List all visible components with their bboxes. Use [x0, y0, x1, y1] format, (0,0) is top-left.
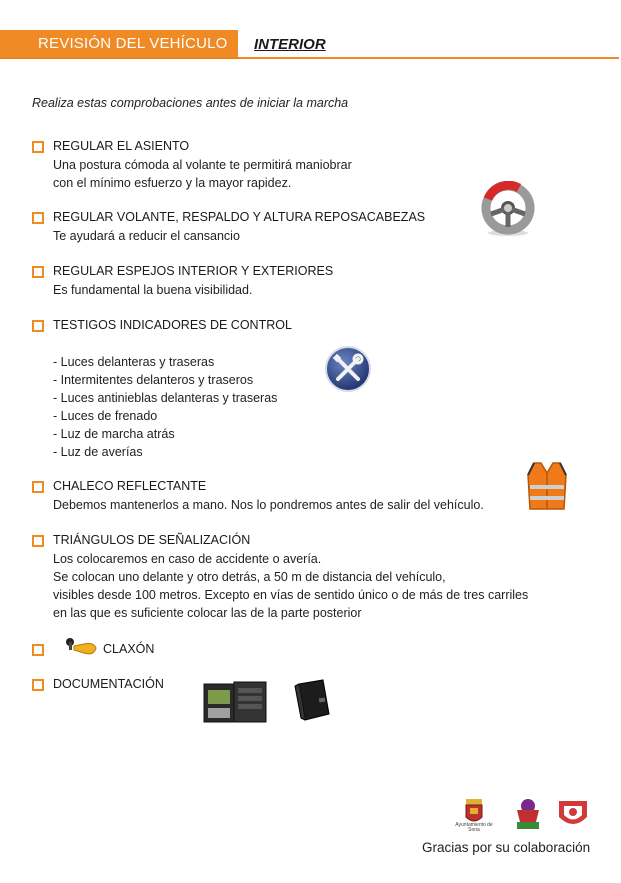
checkbox[interactable]	[32, 212, 44, 224]
wallet-icon	[202, 680, 268, 726]
police-badge-icon	[511, 796, 545, 832]
horn-icon	[64, 636, 98, 660]
description-line: - Luz de marcha atrás	[53, 427, 175, 441]
checkbox[interactable]	[32, 481, 44, 493]
item-title: DOCUMENTACIÓN	[53, 677, 164, 691]
description-line: Debemos mantenerlos a mano. Nos lo pondremos antes de salir del vehículo.	[53, 498, 484, 512]
description-line: - Intermitentes delanteros y traseros	[53, 373, 254, 387]
description-line: - Luces de frenado	[53, 409, 158, 423]
description-line: Te ayudará a reducir el cansancio	[53, 229, 240, 243]
checkbox[interactable]	[32, 141, 44, 153]
item-title: TESTIGOS INDICADORES DE CONTROL	[53, 318, 292, 332]
item-title: REGULAR VOLANTE, RESPALDO Y ALTURA REPOSACABEZAS	[53, 210, 426, 224]
logo-caption: Ayuntamiento de Soria	[455, 822, 493, 833]
item-title: REGULAR ESPEJOS INTERIOR Y EXTERIORES	[53, 264, 334, 278]
description-line: Es fundamental la buena visibilidad.	[53, 283, 253, 297]
thanks-text: Gracias por su colaboración	[422, 840, 591, 855]
item-title: CHALECO REFLECTANTE	[53, 479, 207, 493]
checkbox[interactable]	[32, 320, 44, 332]
description-line: - Luces delanteras y traseras	[53, 355, 215, 369]
description-line: visibles desde 100 metros. Excepto en vías de sentido único o de más de tres carriles	[53, 588, 529, 602]
item-description	[53, 353, 277, 461]
item-title: CLAXÓN	[103, 642, 155, 656]
item-description	[53, 156, 352, 192]
checkbox[interactable]	[32, 679, 44, 691]
description-line: Una postura cómoda al volante te permitirá maniobrar	[53, 158, 352, 172]
civil-protection-logo-icon	[556, 797, 590, 831]
description-line: con el mínimo esfuerzo y la mayor rapidez.	[53, 176, 292, 190]
description-line: - Luz de averías	[53, 445, 143, 459]
steering-wheel-icon	[479, 181, 537, 237]
checkbox[interactable]	[32, 644, 44, 656]
description-line: Se colocan uno delante y otro detrás, a 50 m de distancia del vehículo,	[53, 570, 446, 584]
item-description	[53, 281, 252, 299]
document-folder-icon	[293, 678, 333, 724]
description-line: en las que es suficiente colocar las de la parte posterior	[53, 606, 362, 620]
description-line: - Luces antinieblas delanteras y traseras	[53, 391, 278, 405]
item-description	[53, 496, 484, 514]
reflective-vest-icon	[526, 461, 568, 511]
checkbox[interactable]	[32, 266, 44, 278]
tools-icon	[324, 345, 372, 393]
checkbox[interactable]	[32, 535, 44, 547]
page-title: REVISIÓN DEL VEHÍCULO	[38, 35, 228, 52]
section-title: INTERIOR	[254, 36, 326, 53]
intro-text: Realiza estas comprobaciones antes de iniciar la marcha	[32, 96, 349, 110]
item-description	[53, 227, 240, 245]
header-rule	[238, 57, 619, 59]
item-title: REGULAR EL ASIENTO	[53, 139, 190, 153]
item-title: TRIÁNGULOS DE SEÑALIZACIÓN	[53, 533, 251, 547]
description-line: Los colocaremos en caso de accidente o avería.	[53, 552, 322, 566]
item-description	[53, 550, 528, 622]
